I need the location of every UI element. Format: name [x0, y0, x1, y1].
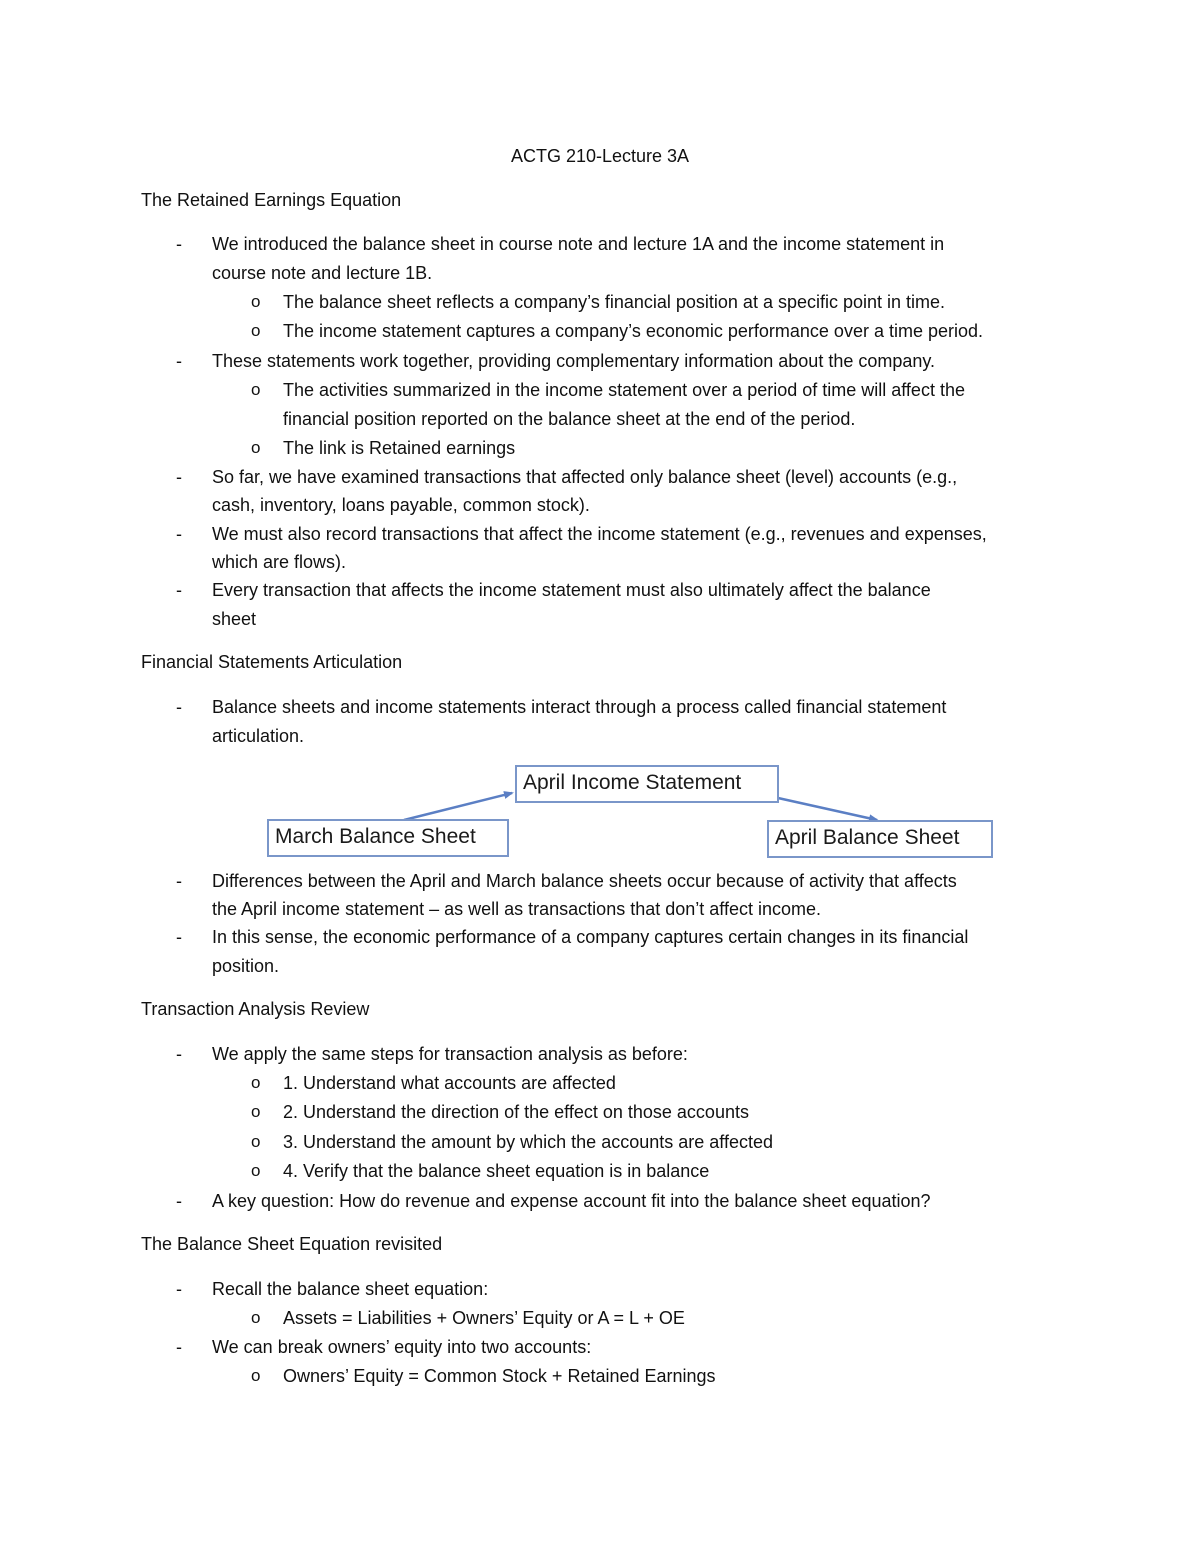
sub-bullet-text: The balance sheet reflects a company’s financial position at a specific point in time. — [283, 292, 946, 312]
o-marker: o — [251, 1366, 261, 1385]
o-marker: o — [251, 1073, 261, 1092]
dash-marker: - — [176, 1279, 182, 1299]
o-marker: o — [251, 1308, 261, 1327]
sub-bullet-text: 4. Verify that the balance sheet equation is in balance — [283, 1161, 710, 1181]
o-marker: o — [251, 321, 261, 340]
sub-bullet-text: The activities summarized in the income statement over a period of time will affect the — [283, 380, 965, 400]
bullet-text: These statements work together, providing complementary information about the company. — [212, 351, 936, 371]
sub-bullet-text: Owners’ Equity = Common Stock + Retained Earnings — [283, 1366, 716, 1386]
o-marker: o — [251, 1132, 261, 1151]
bullet-text: We apply the same steps for transaction analysis as before: — [212, 1044, 688, 1064]
bullet-text: In this sense, the economic performance of a company captures certain changes in its financial — [212, 927, 969, 947]
section-heading-transaction-analysis: Transaction Analysis Review — [141, 999, 370, 1019]
bullet-text: articulation. — [212, 726, 305, 746]
dash-marker: - — [176, 1337, 182, 1357]
april-income-statement-box: April Income Statement — [515, 765, 779, 803]
dash-marker: - — [176, 1191, 182, 1211]
bullet-text: sheet — [212, 609, 257, 629]
o-marker: o — [251, 292, 261, 311]
dash-marker: - — [176, 524, 182, 544]
bullet-text: We can break owners’ equity into two accounts: — [212, 1337, 592, 1357]
bullet-text: position. — [212, 956, 280, 976]
document-title: ACTG 210-Lecture 3A — [510, 146, 690, 166]
dash-marker: - — [176, 697, 182, 717]
o-marker: o — [251, 380, 261, 399]
bullet-text: Differences between the April and March balance sheets occur because of activity that affects — [212, 871, 957, 891]
bullet-text: So far, we have examined transactions that affected only balance sheet (level) accounts (e.g., — [212, 467, 958, 487]
arrow-income-to-april — [778, 798, 877, 820]
sub-bullet-text: The income statement captures a company’s economic performance over a time period. — [283, 321, 984, 341]
section-heading-articulation: Financial Statements Articulation — [141, 652, 403, 672]
sub-bullet-text: 2. Understand the direction of the effect on those accounts — [283, 1102, 749, 1122]
dash-marker: - — [176, 351, 182, 371]
sub-bullet-text: financial position reported on the balance sheet at the end of the period. — [283, 409, 856, 429]
bullet-text: We introduced the balance sheet in course note and lecture 1A and the income statement in — [212, 234, 945, 254]
march-balance-sheet-box: March Balance Sheet — [267, 819, 509, 857]
section-heading-retained-earnings: The Retained Earnings Equation — [141, 190, 402, 210]
april-balance-sheet-box: April Balance Sheet — [767, 820, 993, 858]
dash-marker: - — [176, 1044, 182, 1064]
bullet-text: which are flows). — [212, 552, 347, 572]
bullet-text: Every transaction that affects the income statement must also ultimately affect the balance — [212, 580, 931, 600]
o-marker: o — [251, 1161, 261, 1180]
sub-bullet-text: The link is Retained earnings — [283, 438, 516, 458]
bullet-text: We must also record transactions that affect the income statement (e.g., revenues and expenses, — [212, 524, 987, 544]
sub-bullet-text: 3. Understand the amount by which the accounts are affected — [283, 1132, 773, 1152]
bullet-text: cash, inventory, loans payable, common stock). — [212, 495, 590, 515]
arrow-march-to-income — [404, 793, 512, 820]
o-marker: o — [251, 438, 261, 457]
bullet-text: A key question: How do revenue and expense account fit into the balance sheet equation? — [212, 1191, 931, 1211]
bullet-text: course note and lecture 1B. — [212, 263, 433, 283]
bullet-text: Recall the balance sheet equation: — [212, 1279, 489, 1299]
dash-marker: - — [176, 927, 182, 947]
bullet-text: the April income statement – as well as transactions that don’t affect income. — [212, 899, 821, 919]
dash-marker: - — [176, 467, 182, 487]
bullet-text: Balance sheets and income statements interact through a process called financial statement — [212, 697, 947, 717]
sub-bullet-text: 1. Understand what accounts are affected — [283, 1073, 616, 1093]
dash-marker: - — [176, 580, 182, 600]
o-marker: o — [251, 1102, 261, 1121]
section-heading-balance-sheet-equation: The Balance Sheet Equation revisited — [141, 1234, 443, 1254]
dash-marker: - — [176, 234, 182, 254]
sub-bullet-text: Assets = Liabilities + Owners’ Equity or A = L + OE — [283, 1308, 685, 1328]
dash-marker: - — [176, 871, 182, 891]
